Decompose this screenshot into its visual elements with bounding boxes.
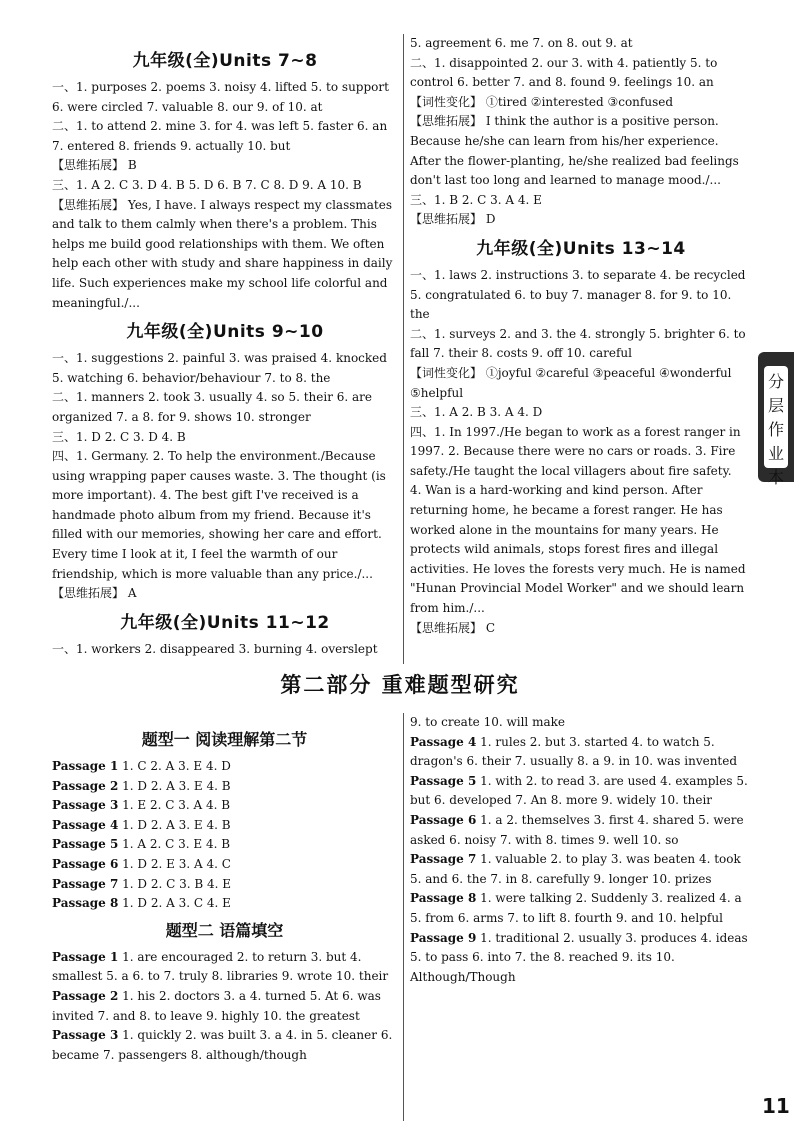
- passage-answers: 1. A 2. C 3. E 4. B: [122, 837, 231, 852]
- answer-column-left-bottom: [52, 723, 397, 1065]
- passage-label: Passage 8: [52, 896, 119, 911]
- passage-label: Passage 3: [52, 798, 119, 813]
- answer-line: 【词性变化】 ①joyful ②careful ③peaceful ④wonderful ⑤helpful: [410, 365, 732, 400]
- passage-line: [52, 1026, 397, 1065]
- answer-line: 三、1. B 2. C 3. A 4. E: [410, 192, 542, 207]
- answer-line: 【词性变化】 ①tired ②interested ③confused: [410, 94, 674, 109]
- section-title-units-7-8: 九年级(全)Units 7~8: [132, 51, 318, 71]
- answer-line: 二、1. to attend 2. mine 3. for 4. was left 5. faster 6. an 7. entered 8. friends 9. actually 10. but: [52, 119, 388, 153]
- answer-line: 三、1. A 2. B 3. A 4. D: [410, 405, 543, 420]
- passage-label: Passage 3: [52, 1028, 119, 1043]
- passage-label: Passage 9: [410, 930, 477, 945]
- passage-answers: 1. quickly 2. was built 3. a 4. in 5. cleaner 6. became 7. passengers 8. although/though: [52, 1028, 393, 1062]
- passage-line: [410, 733, 752, 772]
- passage-answers: 1. D 2. A 3. E 4. B: [122, 778, 231, 793]
- answer-column-right-bottom: [410, 713, 752, 987]
- passage-line: [52, 875, 397, 895]
- side-tab-label: 分层作业本: [767, 372, 784, 487]
- passage-answers: 1. traditional 2. usually 3. produces 4. ideas 5. to pass 6. into 7. the 8. reached 9. its 10. Although/Though: [410, 930, 748, 984]
- passage-line: [52, 835, 397, 855]
- passage-answers: 1. D 2. A 3. E 4. B: [122, 817, 231, 832]
- passage-line: [410, 850, 752, 889]
- passage-label: Passage 5: [410, 773, 477, 788]
- passage-label: Passage 1: [52, 949, 119, 964]
- passage-line: [410, 811, 752, 850]
- passage-label: Passage 4: [410, 734, 477, 749]
- passage-label: Passage 7: [52, 876, 119, 891]
- passage-answers: 1. with 2. to read 3. are used 4. examples 5. but 6. developed 7. An 8. more 9. widely 10. their: [410, 773, 748, 808]
- answer-line: 四、1. Germany. 2. To help the environment./Because using wrapping paper causes waste. 3. The thought (is more important). 4. The best gift I've received is a handmade photo album from my friend. Because it's filled with our memories, showing her care and effort. Every time I look at it, I feel the warmth of our friendship, which is more valuable than any price./...: [52, 449, 386, 581]
- passage-line: [410, 772, 752, 811]
- answer-line: 9. to create 10. will make: [410, 715, 565, 729]
- answer-line: 【思维拓展】 D: [410, 212, 496, 227]
- section-title-units-9-10: 九年级(全)Units 9~10: [126, 322, 324, 343]
- passage-label: Passage 8: [410, 891, 477, 906]
- passage-label: Passage 4: [52, 817, 119, 832]
- column-divider-bottom: [403, 713, 404, 1121]
- answer-line: 一、1. suggestions 2. painful 3. was praised 4. knocked 5. watching 6. behavior/behaviour 7. to 8. the: [52, 351, 387, 385]
- passage-line: [52, 948, 397, 987]
- passage-line: [52, 796, 397, 816]
- answer-line: 【思维拓展】 Yes, I have. I always respect my classmates and talk to them calmly when there's a problem. This helps me build good relationships with them. We often help each other with study and share happiness in daily life. Such experiences make my school life colorful and meaningful./...: [52, 197, 393, 310]
- answer-column-right-top: [410, 34, 752, 638]
- passage-answers: 1. E 2. C 3. A 4. B: [122, 798, 231, 813]
- passage-label: Passage 6: [52, 856, 119, 871]
- answer-line: 4. Wan is a hard-working and kind person. After returning home, he became a forest ranger. He has worked alone in the mountains for many years. He protects wild animals, stops forest fires and illegal activities. He loves the forests very much. He is named "Hunan Provincial Model Worker" and we should learn from him./...: [410, 483, 746, 616]
- passage-label: Passage 7: [410, 852, 477, 867]
- answer-column-left-top: [52, 42, 398, 659]
- section-title-units-13-14: 九年级(全)Units 13~14: [476, 238, 686, 259]
- passage-answers: 1. valuable 2. to play 3. was beaten 4. took 5. and 6. the 7. in 8. carefully 9. longer 10. prizes: [410, 852, 741, 886]
- passage-answers: 1. his 2. doctors 3. a 4. turned 5. At 6. was invited 7. and 8. to leave 9. highly 10. the greatest: [52, 988, 381, 1023]
- passage-label: Passage 2: [52, 988, 119, 1003]
- part-two-title: 第二部分 重难题型研究: [280, 673, 520, 697]
- answer-line: 【思维拓展】 I think the author is a positive person. Because he/she can learn from his/her experience. After the flower-planting, he/she realized bad feelings don't last too long and learned to manage mood./...: [410, 114, 739, 188]
- passage-line: [52, 816, 397, 836]
- page-number: 11: [762, 1094, 790, 1118]
- passage-label: Passage 1: [52, 759, 119, 773]
- answer-line: 三、1. A 2. C 3. D 4. B 5. D 6. B 7. C 8. D 9. A 10. B: [52, 177, 362, 192]
- side-tab: [758, 352, 794, 487]
- answer-line: 二、1. disappointed 2. our 3. with 4. patiently 5. to control 6. better 7. and 8. found 9. feelings 10. an: [410, 55, 718, 90]
- passage-label: Passage 5: [52, 837, 119, 852]
- question-type-one-title: 题型一 阅读理解第二节: [141, 730, 308, 749]
- passage-line: [410, 889, 752, 928]
- passage-label: Passage 2: [52, 778, 119, 793]
- answer-line: 【思维拓展】 B: [52, 158, 137, 173]
- side-tab-inner: [764, 366, 788, 487]
- passage-line: [410, 929, 752, 988]
- passage-answers: 1. were talking 2. Suddenly 3. realized 4. a 5. from 6. arms 7. to lift 8. fourth 9. and 10. helpful: [410, 891, 742, 925]
- passage-line: [52, 855, 397, 875]
- answer-line: 三、1. D 2. C 3. D 4. B: [52, 429, 186, 444]
- answer-line: 一、1. workers 2. disappeared 3. burning 4. overslept: [52, 641, 378, 656]
- answer-line: 【思维拓展】 C: [410, 620, 495, 635]
- passage-answers: 1. D 2. A 3. C 4. E: [122, 896, 231, 911]
- passage-answers: 1. rules 2. but 3. started 4. to watch 5. dragon's 6. their 7. usually 8. a 9. in 10. was invented: [410, 734, 738, 769]
- passage-line: [52, 987, 397, 1026]
- answer-line: 一、1. purposes 2. poems 3. noisy 4. lifted 5. to support 6. were circled 7. valuable 8. our 9. of 10. at: [52, 80, 389, 114]
- section-title-units-11-12: 九年级(全)Units 11~12: [120, 612, 330, 633]
- column-divider-top: [403, 34, 404, 664]
- passage-label: Passage 6: [410, 812, 477, 827]
- answer-line: 5. agreement 6. me 7. on 8. out 9. at: [410, 36, 633, 50]
- answer-line: 一、1. laws 2. instructions 3. to separate 4. be recycled 5. congratulated 6. to buy 7. manager 8. for 9. to 10. the: [410, 267, 746, 322]
- passage-answers: 1. a 2. themselves 3. first 4. shared 5. were asked 6. noisy 7. with 8. times 9. well 10. so: [410, 812, 744, 847]
- passage-line: [52, 894, 397, 914]
- passage-answers: 1. C 2. A 3. E 4. D: [122, 759, 231, 773]
- passage-answers: 1. D 2. C 3. B 4. E: [122, 876, 232, 891]
- answer-line: 四、1. In 1997./He began to work as a forest ranger in 1997. 2. Because there were no cars or roads. 3. Fire safety./He taught the local villagers about fire safety.: [410, 424, 741, 478]
- answer-line: 【思维拓展】 A: [52, 586, 137, 601]
- answer-line: 二、1. surveys 2. and 3. the 4. strongly 5. brighter 6. to fall 7. their 8. costs 9. off 10. careful: [410, 326, 746, 361]
- passage-answers: 1. D 2. E 3. A 4. C: [122, 856, 231, 871]
- question-type-two-title: 题型二 语篇填空: [165, 920, 284, 940]
- answer-line: 二、1. manners 2. took 3. usually 4. so 5. their 6. are organized 7. a 8. for 9. shows 10. stronger: [52, 390, 373, 424]
- passage-line: [52, 757, 397, 777]
- passage-line: [52, 777, 397, 797]
- passage-answers: 1. are encouraged 2. to return 3. but 4. smallest 5. a 6. to 7. truly 8. libraries 9. wrote 10. their: [52, 949, 389, 984]
